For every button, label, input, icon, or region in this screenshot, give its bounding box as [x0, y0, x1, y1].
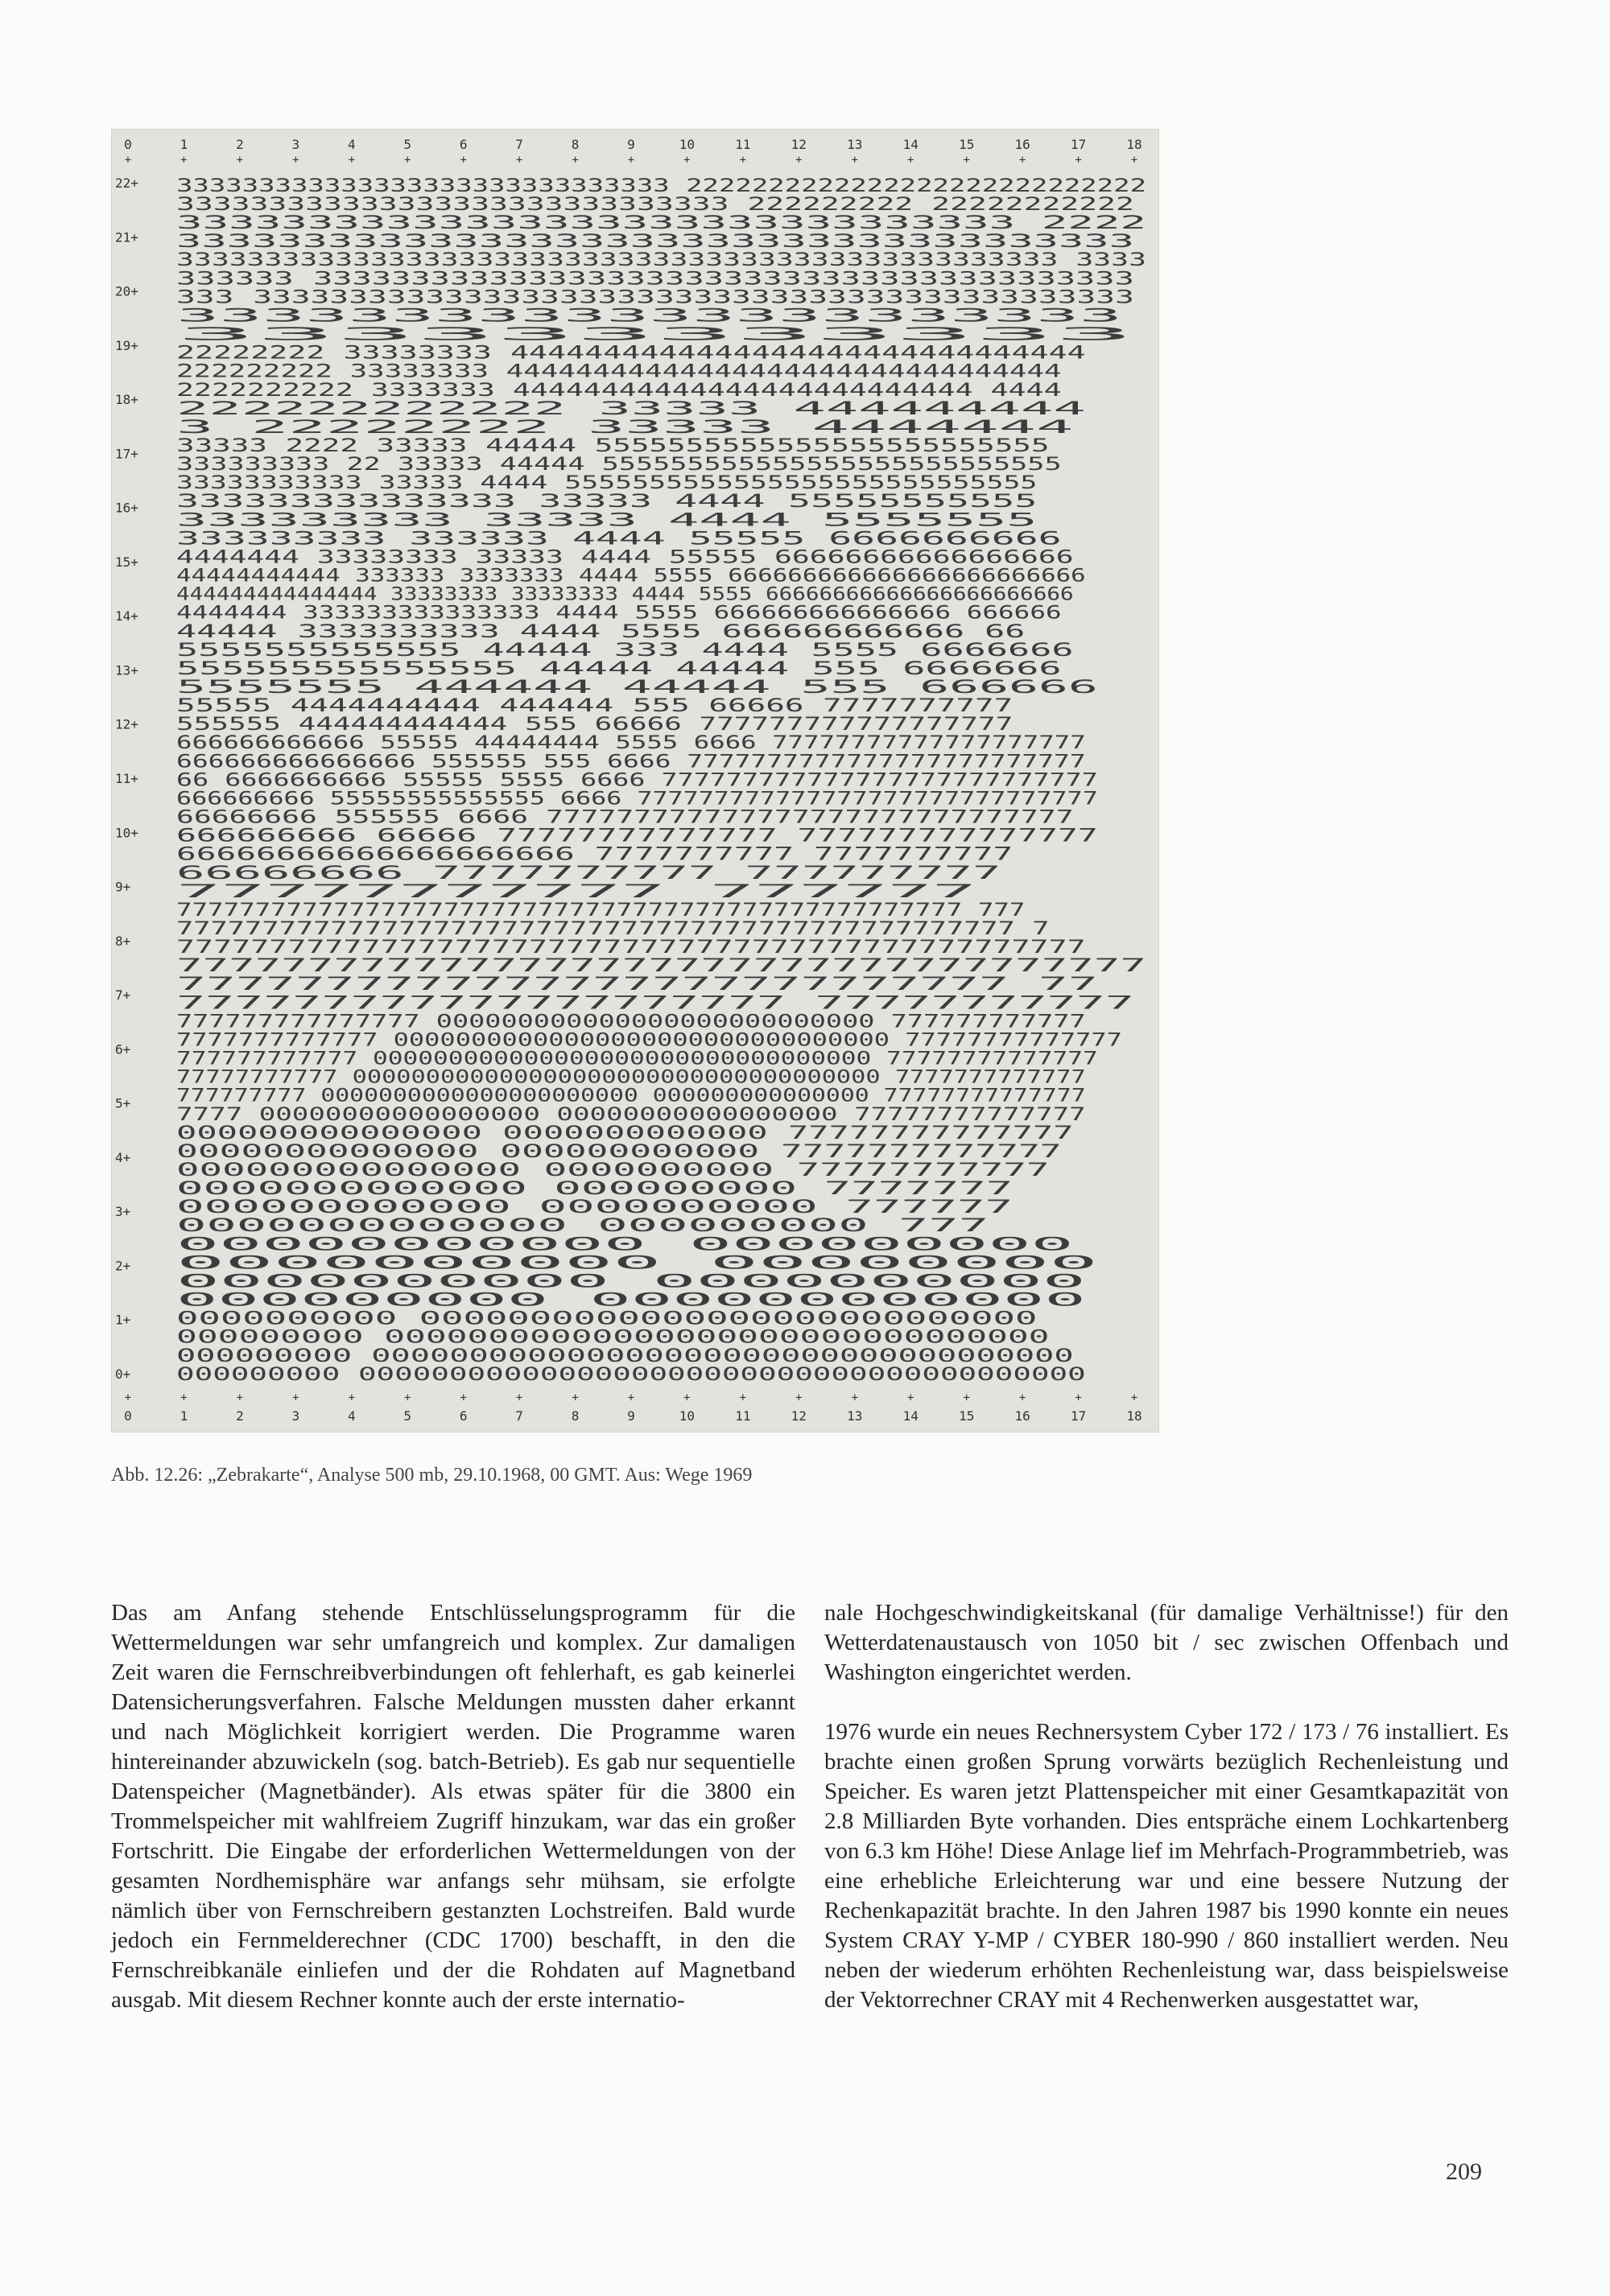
col-tick-top: + [403, 154, 411, 167]
map-row: 33333333333333333333333333333333333333333333333333 3333 [176, 250, 1146, 271]
row-number: 17+ [115, 446, 138, 462]
col-tick-top: + [963, 154, 970, 167]
row-number: 0+ [115, 1366, 131, 1382]
map-row: 444444444444444 33333333 33333333 4444 5555 66666666666666666666666 [176, 584, 1074, 605]
col-tick-bottom: + [627, 1391, 635, 1404]
map-row: 555555 444444444444 555 66666 777777777777777777 [176, 715, 1013, 736]
col-number-bottom: 11 [735, 1408, 751, 1424]
map-row: 3333333333333333333333 [176, 306, 1122, 327]
row-number: 12+ [115, 716, 138, 732]
map-row: 7777777777777 00000000000000000000000000000000 77777777777777 [176, 1030, 1122, 1051]
row-number: 2+ [115, 1258, 131, 1274]
map-row: 33333333333333333333333333333333 2222 [176, 213, 1146, 234]
col-tick-top: + [1018, 154, 1026, 167]
map-row: 66666666 555555 6666 777777777777777777777777777777 [176, 807, 1074, 828]
map-row: 00000000000 000000000 [176, 1235, 1074, 1255]
col-number-top: 18 [1126, 137, 1142, 152]
map-row: 000000000000000 0000000000 77777777777 [176, 1160, 1050, 1181]
map-row: 2222222222 3333333 44444444444444444444444444 4444 [176, 380, 1062, 401]
col-tick-bottom: + [851, 1391, 859, 1404]
col-number-bottom: 7 [515, 1408, 523, 1424]
map-row: 333333333333333 33333 4444 55555555555 [176, 492, 1038, 513]
paragraph: Das am Anfang stehende Entschlüsselungsprogramm für die Wettermeldungen war sehr umfangreich und komplex. Zur damaligen Zeit waren die Fernschreibverbindungen oft fehlerhaft, es gab keinerlei Datensicherungsverfahren. Falsche Meldungen mussten daher erkannt und nach Möglichkeit korrigiert werden. Die Programme waren hintereinander abzuwickeln (sog. batch-Betrieb). Es gab nur sequentielle Datenspeicher (Magnetbänder). Als etwas später für die 3800 ein Trommelspeicher mit wahlfreiem Zugriff hinzukam, war das ein großer Fortschritt. Die Eingabe der erforderlichen Wettermeldungen von der gesamten Nordhemisphäre war anfangs sehr mühsam, sie erfolgte nämlich über von Fernschreibern gestanzten Lochstreifen. Bald wurde jedoch ein Fernmelderechner (CDC 1700) beschafft, in den die Fernschreibkanäle einliefen und der die Rohdaten auf Magnetband ausgab. Mit diesem Rechner konnte auch der erste internatio- [111, 1600, 795, 2013]
col-number-bottom: 0 [124, 1408, 132, 1424]
col-tick-bottom: + [683, 1391, 691, 1404]
map-row: 66666666666666666666 7777777777 7777777777 [176, 844, 1013, 865]
map-row: 33333333333333333333333333333333333333 [176, 232, 1134, 253]
col-tick-top: + [460, 154, 467, 167]
map-row: 7777777777777777777777777777777777777 [176, 956, 1146, 977]
col-number-top: 3 [291, 137, 300, 152]
col-tick-top: + [906, 154, 914, 167]
map-row: 222222222222 33333 444444444 [176, 398, 1086, 419]
col-number-top: 17 [1070, 137, 1087, 152]
row-number: 16+ [115, 500, 138, 516]
row-number: 9+ [115, 879, 131, 895]
col-tick-top: + [572, 154, 579, 167]
row-number: 18+ [115, 392, 138, 408]
col-tick-bottom: + [348, 1391, 356, 1404]
col-tick-bottom: + [572, 1391, 579, 1404]
map-row: 666666666666 55555 44444444 5555 6666 77777777777777777777 [176, 733, 1086, 754]
map-row: 7777777777777777777777777777777777777777777777777 7 [176, 919, 1050, 939]
map-row: 7777777777777777777777777777 77 [176, 975, 1098, 995]
col-number-top: 9 [627, 137, 635, 152]
col-tick-top: + [515, 154, 523, 167]
col-number-top: 1 [180, 137, 188, 152]
map-row: 7777777777777777777777777777777777777777777777777 [176, 938, 1086, 958]
col-number-bottom: 17 [1070, 1408, 1087, 1424]
col-number-top: 12 [791, 137, 807, 152]
col-number-top: 13 [847, 137, 863, 152]
col-tick-top: + [236, 154, 244, 167]
map-row: 333333333 22 33333 44444 555555555555555555555555555 [176, 455, 1062, 476]
map-row: 000000000000 0000000000 777777 [176, 1197, 1013, 1218]
col-tick-bottom: + [236, 1391, 244, 1404]
col-number-top: 11 [735, 137, 751, 152]
map-row: 0000000000 00000000 [176, 1253, 1098, 1274]
col-tick-top: + [1130, 154, 1138, 167]
map-row: 222222222 33333333 44444444444444444444444444444444 [176, 361, 1062, 382]
col-tick-bottom: + [180, 1391, 188, 1404]
col-number-bottom: 13 [847, 1408, 863, 1424]
col-number-top: 2 [236, 137, 244, 152]
map-row: 000000000 000000000000000000000000000000000000 [176, 1346, 1074, 1366]
col-number-bottom: 18 [1126, 1408, 1142, 1424]
col-number-top: 14 [902, 137, 919, 152]
map-row: 33333333333 33333 4444 5555555555555555555555555555 [176, 473, 1038, 494]
row-number: 14+ [115, 608, 138, 624]
map-row: 000000000 0000000000000000000000000000000000000000 [176, 1364, 1086, 1385]
col-number-bottom: 1 [180, 1408, 188, 1424]
map-row: 777777777777777777777 77777777777 [176, 993, 1134, 1014]
page-number: 209 [1446, 2158, 1482, 2185]
col-number-top: 0 [124, 137, 132, 152]
map-row: 333 3333333333333333333333333333333333333333333333 [176, 287, 1134, 308]
col-tick-top: + [1075, 154, 1082, 167]
map-row: 4444444 33333333 33333 4444 55555 66666666666666666 [176, 547, 1074, 568]
map-row: 777777777777777 000000000000000000000000000 777777777777 [176, 1012, 1086, 1033]
row-number: 15+ [115, 554, 138, 570]
col-number-top: 6 [459, 137, 468, 152]
text-column-right [824, 1598, 1509, 2015]
col-tick-bottom: + [1075, 1391, 1082, 1404]
map-row: 555555555555555 44444 44444 555 6666666 [176, 658, 1062, 679]
col-tick-top: + [348, 154, 356, 167]
map-row: 666666666 55555555555555 6666 777777777777777777777777777777 [176, 789, 1098, 810]
row-number: 21+ [115, 229, 138, 245]
col-tick-bottom: + [906, 1391, 914, 1404]
map-row: 000000000000000 0000000000000 77777777777777 [176, 1123, 1074, 1144]
zebrakarte-figure [111, 129, 1159, 1432]
col-number-bottom: 8 [571, 1408, 580, 1424]
col-number-top: 7 [515, 137, 523, 152]
col-number-bottom: 16 [1014, 1408, 1030, 1424]
row-number: 5+ [115, 1095, 131, 1111]
map-row: 000000000 00000000000000000000000000000000 [176, 1327, 1050, 1348]
row-number: 20+ [115, 283, 138, 299]
map-row: 333333333333333333333333333333 2222222222222222222222222222 [176, 175, 1146, 196]
map-row: 66666666 7777777777 777777777 [176, 863, 1001, 884]
map-row: 7777 00000000000000000 00000000000000000 77777777777777 [176, 1104, 1086, 1125]
col-number-bottom: 10 [679, 1408, 696, 1424]
map-row: 3 22222222 33333 4444444 [176, 417, 1074, 438]
col-tick-top: + [683, 154, 691, 167]
row-number: 3+ [115, 1204, 131, 1220]
row-number: 13+ [115, 662, 138, 678]
map-row: 0000000000000 000000000 777 [176, 1216, 989, 1237]
col-number-bottom: 5 [403, 1408, 412, 1424]
row-number: 1+ [115, 1312, 131, 1328]
row-number: 10+ [115, 825, 138, 841]
map-row: 333333333333 [176, 324, 1134, 345]
zebra-map-printout [112, 130, 1158, 1432]
map-row: 333333333 333333 4444 55555 6666666666 [176, 529, 1062, 550]
map-row: 0000000000 0000000000000000000000000000 [176, 1309, 1038, 1329]
col-tick-bottom: + [124, 1391, 132, 1404]
map-row: 000000000 000000000000 [176, 1290, 1086, 1311]
map-row: 333333333333333333333333333333 222222222 22222222222 [176, 195, 1134, 215]
col-number-top: 8 [571, 137, 580, 152]
map-row: 5555555 444444 44444 555 666666 [176, 678, 1098, 698]
col-number-bottom: 14 [902, 1408, 919, 1424]
row-number: 7+ [115, 987, 131, 1004]
col-tick-bottom: + [460, 1391, 467, 1404]
col-number-bottom: 9 [627, 1408, 635, 1424]
map-row: 777777777777 000000000000000000000000000000000 77777777777777 [176, 1049, 1098, 1070]
row-number: 8+ [115, 933, 131, 949]
col-number-bottom: 3 [291, 1408, 300, 1424]
col-tick-top: + [739, 154, 747, 167]
map-row: 44444444444 333333 3333333 4444 5555 666666666666666666666666 [176, 566, 1086, 587]
map-row: 55555 4444444444 444444 555 66666 7777777777 [176, 696, 1013, 717]
col-tick-bottom: + [515, 1391, 523, 1404]
col-tick-bottom: + [963, 1391, 970, 1404]
row-number: 22+ [115, 175, 138, 191]
col-tick-top: + [851, 154, 859, 167]
paragraph: nale Hochgeschwindigkeitskanal (für damalige Verhältnisse!) für den Wetterdatenaustausch von 1050 bit / sec zwischen Offenbach und Washington eingerichtet werden. [824, 1600, 1509, 1685]
col-tick-top: + [795, 154, 803, 167]
map-row: 77777777777 777777 [176, 881, 977, 902]
col-number-bottom: 12 [791, 1408, 807, 1424]
col-tick-top: + [180, 154, 188, 167]
col-tick-bottom: + [1130, 1391, 1138, 1404]
map-row: 33333 2222 33333 44444 5555555555555555555555555 [176, 436, 1050, 456]
paragraph: 1976 wurde ein neues Rechnersystem Cyber 172 / 173 / 76 installiert. Es brachte einen großen Sprung vorwärts bezüglich Rechenleistung und Speicher. Es waren jetzt Plattenspeicher mit einer Gesamtkapazität von 2.8 Milliarden Byte vorhanden. Dies entspräche einem Lochkartenberg von 6.3 km Höhe! Diese Anlage lief im Mehrfach-Programmbetrieb, was eine erhebliche Erleichterung war und eine bessere Nutzung der Rechenkapazität brachte. In den Jahren 1987 bis 1990 konnte ein neues System CRAY Y-MP / CYBER 180-990 / 860 installiert werden. Neu neben der wiederum erhöhten Rechenleistung war, dass beispielsweise der Vektorrechner CRAY mit 4 Rechenwerken ausgestattet war, [824, 1719, 1509, 2013]
map-row: 666666666666666 555555 555 6666 7777777777777777777777777 [176, 752, 1086, 773]
map-row: 66 6666666666 55555 5555 6666 777777777777777777777777777 [176, 770, 1098, 791]
map-row: 4444444 333333333333333 4444 5555 666666666666666 666666 [176, 603, 1062, 624]
col-number-bottom: 2 [236, 1408, 244, 1424]
map-row: 22222222 33333333 4444444444444444444444444444444 [176, 343, 1086, 364]
row-number: 11+ [115, 771, 138, 786]
row-number: 4+ [115, 1149, 131, 1165]
figure-caption: Abb. 12.26: „Zebrakarte“, Analyse 500 mb, 29.10.1968, 00 GMT. Aus: Wege 1969 [111, 1465, 753, 1486]
map-row: 0000000000 0000000000 [176, 1272, 1086, 1292]
map-row: 00000000000000 000000000000 7777777777777 [176, 1141, 1062, 1162]
col-tick-bottom: + [795, 1391, 803, 1404]
col-number-top: 10 [679, 137, 696, 152]
col-tick-bottom: + [739, 1391, 747, 1404]
map-row: 5555555555555 44444 333 4444 5555 6666666 [176, 640, 1074, 661]
text-column-left [111, 1598, 795, 2015]
col-number-top: 16 [1014, 137, 1030, 152]
map-row: 44444 3333333333 4444 5555 666666666666 66 [176, 621, 1026, 642]
col-tick-bottom: + [1018, 1391, 1026, 1404]
col-number-bottom: 4 [347, 1408, 356, 1424]
map-row: 666666666 66666 77777777777777 777777777777777 [176, 826, 1098, 847]
col-number-bottom: 6 [459, 1408, 468, 1424]
map-row: 77777777777777777777777777777777777777777777777777 777 [176, 900, 1026, 921]
row-number: 19+ [115, 337, 138, 353]
col-tick-bottom: + [403, 1391, 411, 1404]
row-number: 6+ [115, 1041, 131, 1057]
col-number-top: 4 [347, 137, 356, 152]
col-tick-top: + [124, 154, 132, 167]
map-row: 77777777777 000000000000000000000000000000000000 7777777777777 [176, 1067, 1086, 1088]
col-tick-top: + [292, 154, 299, 167]
map-row: 333333 333333333333333333333333333333333333333333 [176, 269, 1134, 290]
col-tick-bottom: + [292, 1391, 299, 1404]
col-number-top: 15 [959, 137, 975, 152]
col-number-bottom: 15 [959, 1408, 975, 1424]
col-tick-top: + [627, 154, 635, 167]
map-row: 333333333 33333 4444 5555555 [176, 510, 1038, 531]
col-number-top: 5 [403, 137, 412, 152]
map-row: 0000000000000 000000000 7777777 [176, 1179, 1013, 1200]
map-row: 777777777 0000000000000000000000 000000000000000 77777777777777 [176, 1086, 1086, 1107]
